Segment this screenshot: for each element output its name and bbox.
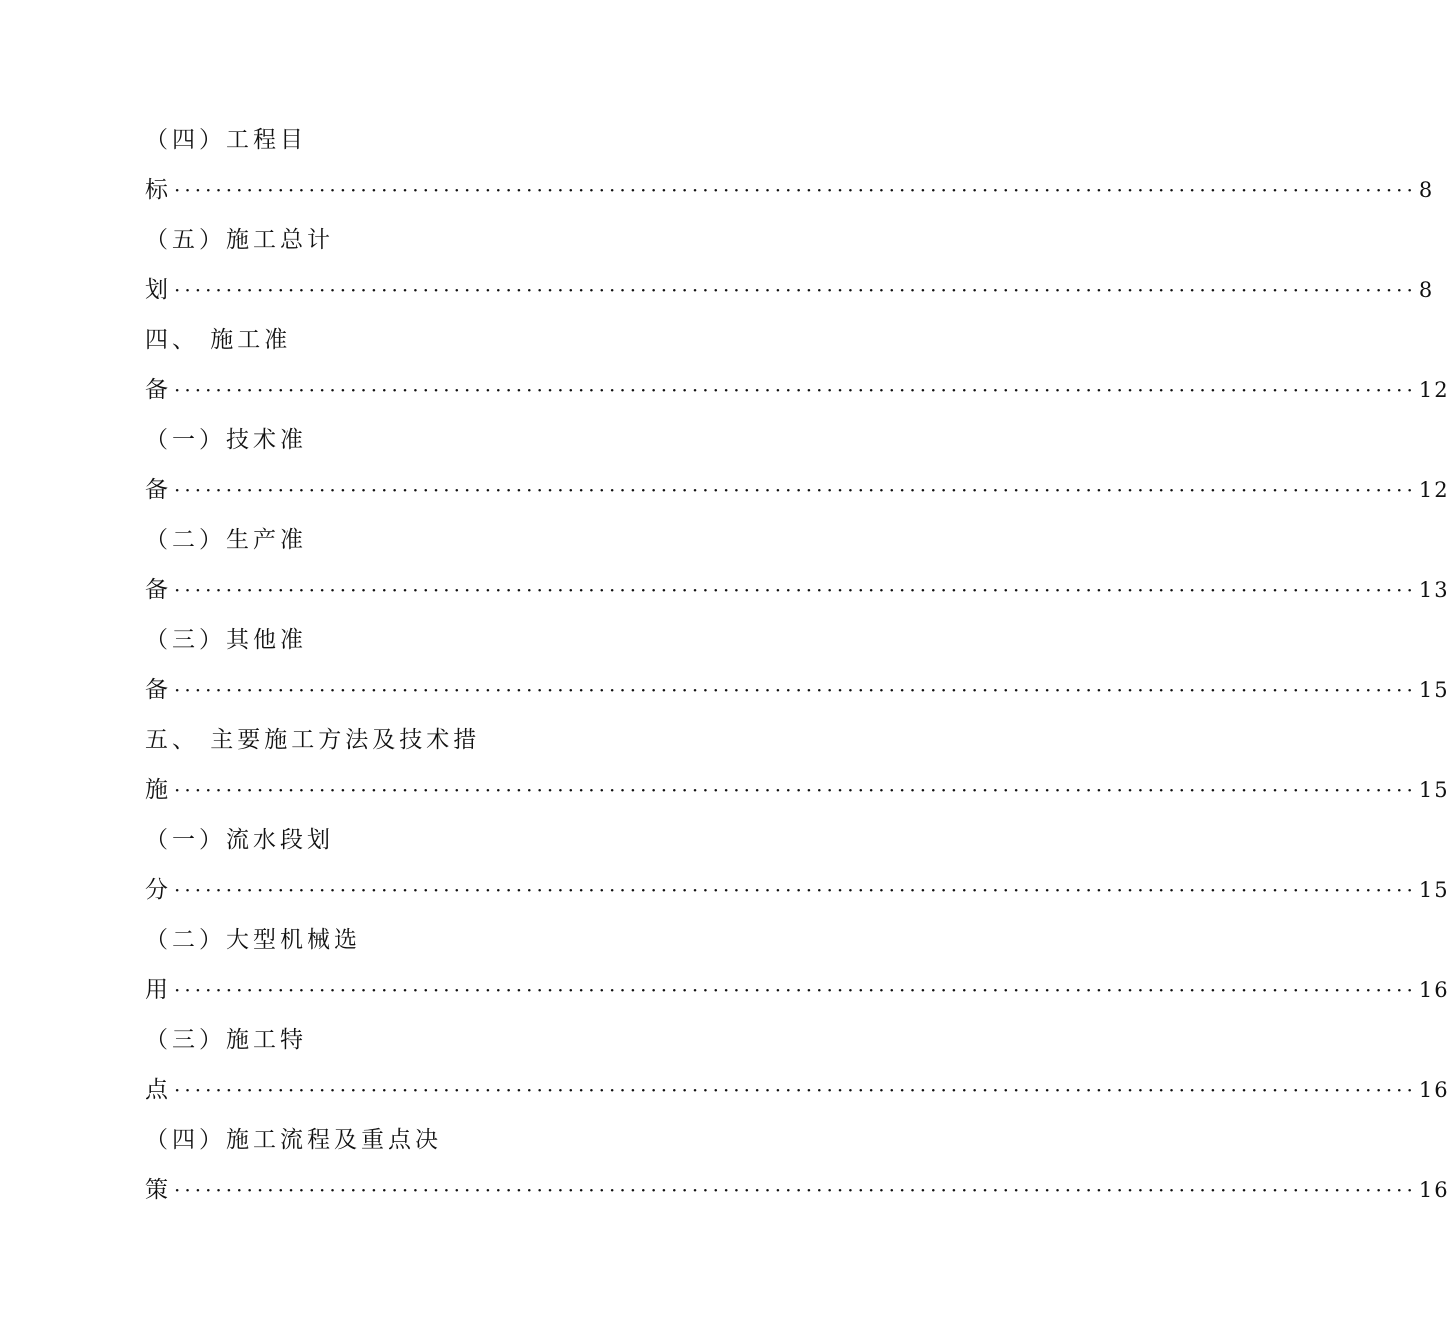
dot-leader: ························································································································	[174, 878, 1417, 902]
toc-entry-title: （二）生产准	[145, 527, 307, 553]
dot-leader: ························································································································	[174, 478, 1417, 502]
toc-entry-title: （一）流水段划	[145, 827, 334, 853]
toc-entry[interactable]	[145, 715, 1450, 815]
toc-entry[interactable]	[145, 515, 1450, 615]
dot-leader: ························································································································	[174, 378, 1417, 402]
toc-entry[interactable]	[145, 1015, 1450, 1115]
toc-entry[interactable]	[145, 115, 1435, 215]
toc-entry-title-end: 备	[145, 477, 168, 503]
toc-page-number: 12	[1418, 378, 1450, 402]
toc-page-number: 15	[1418, 778, 1450, 802]
toc-entry-title-end: 划	[145, 277, 168, 303]
toc-entry-title: （三）施工特	[145, 1027, 307, 1053]
toc-entry-title-end: 用	[145, 977, 168, 1003]
toc-page-number: 16	[1418, 978, 1450, 1002]
toc-entry-title-end: 备	[145, 377, 168, 403]
toc-entry-title-end: 标	[145, 177, 168, 203]
toc-page-number: 13	[1418, 578, 1450, 602]
dot-leader: ························································································································	[174, 778, 1417, 802]
toc-entry-title: （四）施工流程及重点决	[145, 1127, 442, 1153]
toc-page-number: 15	[1418, 678, 1450, 702]
dot-leader: ························································································································	[174, 178, 1417, 202]
toc-entry[interactable]	[145, 315, 1450, 415]
toc-page-number: 8	[1418, 178, 1435, 202]
dot-leader: ························································································································	[174, 1078, 1417, 1102]
toc-entry-title: 四、 施工准	[145, 327, 292, 353]
dot-leader: ························································································································	[174, 1178, 1417, 1202]
toc-page-number: 16	[1418, 1178, 1450, 1202]
toc-page-number: 12	[1418, 478, 1450, 502]
table-of-contents	[145, 115, 1450, 1215]
toc-entry-title: 五、 主要施工方法及技术措	[145, 727, 481, 753]
toc-entry-title: （一）技术准	[145, 427, 307, 453]
toc-page-number: 15	[1418, 878, 1450, 902]
toc-entry-title-end: 施	[145, 777, 168, 803]
toc-entry-title: （四）工程目	[145, 127, 307, 153]
toc-entry[interactable]	[145, 915, 1450, 1015]
toc-entry-title-end: 备	[145, 577, 168, 603]
toc-page-number: 16	[1418, 1078, 1450, 1102]
dot-leader: ························································································································	[174, 278, 1417, 302]
toc-entry-title: （三）其他准	[145, 627, 307, 653]
toc-entry[interactable]	[145, 615, 1450, 715]
toc-entry[interactable]	[145, 815, 1450, 915]
toc-page-number: 8	[1418, 278, 1435, 302]
toc-entry[interactable]	[145, 415, 1450, 515]
toc-entry-title-end: 分	[145, 877, 168, 903]
toc-entry-title: （五）施工总计	[145, 227, 334, 253]
dot-leader: ························································································································	[174, 678, 1417, 702]
dot-leader: ························································································································	[174, 578, 1417, 602]
toc-entry-title-end: 策	[145, 1177, 168, 1203]
toc-entry-title-end: 备	[145, 677, 168, 703]
toc-entry-title: （二）大型机械选	[145, 927, 361, 953]
dot-leader: ························································································································	[174, 978, 1417, 1002]
toc-entry-title-end: 点	[145, 1077, 168, 1103]
toc-entry[interactable]	[145, 1115, 1450, 1215]
toc-entry[interactable]	[145, 215, 1435, 315]
